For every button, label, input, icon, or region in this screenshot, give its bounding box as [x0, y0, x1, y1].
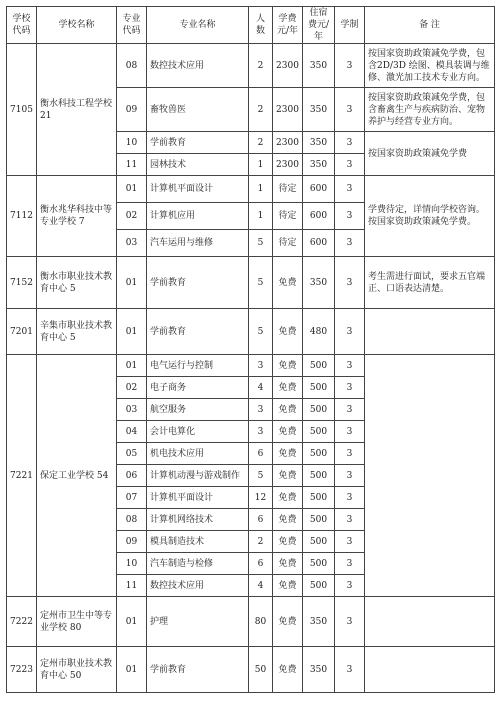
major-code: 01 [117, 597, 147, 647]
major-tuition: 免费 [273, 575, 303, 597]
school-code: 7222 [7, 597, 37, 647]
major-years: 3 [335, 465, 365, 487]
major-code: 03 [117, 399, 147, 421]
school-code: 7112 [7, 176, 37, 257]
major-name: 护理 [147, 597, 249, 647]
major-dorm: 500 [303, 443, 335, 465]
major-name: 电子商务 [147, 377, 249, 399]
major-count: 2 [249, 44, 273, 88]
major-dorm: 500 [303, 553, 335, 575]
major-name: 学前教育 [147, 257, 249, 309]
major-code: 01 [117, 647, 147, 693]
major-note [365, 647, 495, 693]
table-row [7, 176, 495, 203]
school-name: 定州市卫生中等专业学校 80 [37, 597, 117, 647]
school-name: 保定工业学校 54 [37, 355, 117, 597]
table-row [7, 257, 495, 309]
major-count: 2 [249, 88, 273, 132]
major-note: 考生需进行面试，要求五官端正、口语表达清楚。 [365, 257, 495, 309]
school-name: 辛集市职业技术教育中心 5 [37, 309, 117, 355]
table-row [7, 44, 495, 88]
major-code: 01 [117, 176, 147, 203]
major-count: 2 [249, 531, 273, 553]
header-years: 学制 [335, 7, 365, 44]
major-note: 按国家资助政策减免学费，包含畜禽生产与疾病防治、宠物养护与经营专业方向。 [365, 88, 495, 132]
major-count: 3 [249, 421, 273, 443]
major-dorm: 500 [303, 487, 335, 509]
major-tuition: 免费 [273, 309, 303, 355]
major-years: 3 [335, 88, 365, 132]
major-dorm: 500 [303, 421, 335, 443]
major-code: 11 [117, 154, 147, 176]
major-dorm: 500 [303, 355, 335, 377]
major-tuition: 免费 [273, 487, 303, 509]
major-code: 04 [117, 421, 147, 443]
header-major-name: 专业名称 [147, 7, 249, 44]
major-dorm: 480 [303, 309, 335, 355]
school-code: 7152 [7, 257, 37, 309]
major-years: 3 [335, 176, 365, 203]
major-tuition: 免费 [273, 257, 303, 309]
major-dorm: 500 [303, 509, 335, 531]
major-code: 08 [117, 509, 147, 531]
major-years: 3 [335, 309, 365, 355]
major-code: 11 [117, 575, 147, 597]
enrollment-table [6, 6, 495, 693]
major-count: 5 [249, 309, 273, 355]
major-dorm: 500 [303, 377, 335, 399]
major-count: 4 [249, 377, 273, 399]
school-name: 衡水兆华科技中等专业学校 7 [37, 176, 117, 257]
major-tuition: 待定 [273, 203, 303, 230]
major-tuition: 待定 [273, 230, 303, 257]
major-tuition: 免费 [273, 509, 303, 531]
major-code: 08 [117, 44, 147, 88]
header-note: 备 注 [365, 7, 495, 44]
table-row [7, 355, 495, 377]
major-name: 计算机平面设计 [147, 176, 249, 203]
major-years: 3 [335, 377, 365, 399]
major-count: 4 [249, 575, 273, 597]
header-school-name: 学校名称 [37, 7, 117, 44]
major-tuition: 免费 [273, 531, 303, 553]
major-count: 1 [249, 176, 273, 203]
major-count: 5 [249, 230, 273, 257]
major-code: 02 [117, 203, 147, 230]
major-tuition: 2300 [273, 154, 303, 176]
major-dorm: 350 [303, 132, 335, 154]
school-name: 衡水市职业技术教育中心 5 [37, 257, 117, 309]
major-years: 3 [335, 553, 365, 575]
major-tuition: 免费 [273, 465, 303, 487]
major-count: 1 [249, 203, 273, 230]
school-name: 定州市职业技术教育中心 50 [37, 647, 117, 693]
major-dorm: 350 [303, 44, 335, 88]
major-name: 畜牧兽医 [147, 88, 249, 132]
major-code: 06 [117, 465, 147, 487]
major-note: 按国家资助政策减免学费，包含2D/3D 绘图、模具装调与维修、激光加工技术专业方向。 [365, 44, 495, 88]
major-name: 计算机应用 [147, 203, 249, 230]
header-major-code: 专业代码 [117, 7, 147, 44]
school-code: 7221 [7, 355, 37, 597]
major-dorm: 500 [303, 575, 335, 597]
major-years: 3 [335, 531, 365, 553]
major-count: 1 [249, 154, 273, 176]
school-code: 7201 [7, 309, 37, 355]
major-code: 03 [117, 230, 147, 257]
table-row [7, 597, 495, 647]
major-name: 学前教育 [147, 647, 249, 693]
major-years: 3 [335, 355, 365, 377]
major-dorm: 350 [303, 257, 335, 309]
major-years: 3 [335, 257, 365, 309]
major-name: 计算机平面设计 [147, 487, 249, 509]
major-name: 学前教育 [147, 132, 249, 154]
major-tuition: 2300 [273, 132, 303, 154]
major-count: 2 [249, 132, 273, 154]
major-years: 3 [335, 647, 365, 693]
major-code: 01 [117, 355, 147, 377]
major-code: 10 [117, 132, 147, 154]
major-name: 数控技术应用 [147, 575, 249, 597]
major-count: 6 [249, 553, 273, 575]
major-dorm: 600 [303, 203, 335, 230]
major-name: 计算机网络技术 [147, 509, 249, 531]
major-tuition: 免费 [273, 597, 303, 647]
header-tuition: 学费元/年 [273, 7, 303, 44]
major-note [365, 309, 495, 355]
major-years: 3 [335, 443, 365, 465]
major-dorm: 350 [303, 647, 335, 693]
major-tuition: 免费 [273, 647, 303, 693]
major-code: 10 [117, 553, 147, 575]
major-tuition: 免费 [273, 443, 303, 465]
school-code: 7105 [7, 44, 37, 176]
table-row [7, 647, 495, 693]
major-code: 01 [117, 257, 147, 309]
major-tuition: 免费 [273, 421, 303, 443]
major-years: 3 [335, 203, 365, 230]
major-code: 05 [117, 443, 147, 465]
major-name: 电气运行与控制 [147, 355, 249, 377]
major-name: 模具制造技术 [147, 531, 249, 553]
major-count: 3 [249, 399, 273, 421]
major-tuition: 2300 [273, 44, 303, 88]
major-code: 02 [117, 377, 147, 399]
major-dorm: 350 [303, 88, 335, 132]
major-code: 09 [117, 88, 147, 132]
school-code: 7223 [7, 647, 37, 693]
major-dorm: 500 [303, 531, 335, 553]
major-code: 09 [117, 531, 147, 553]
major-name: 园林技术 [147, 154, 249, 176]
major-tuition: 2300 [273, 88, 303, 132]
major-count: 6 [249, 509, 273, 531]
major-count: 6 [249, 443, 273, 465]
major-dorm: 350 [303, 597, 335, 647]
major-years: 3 [335, 132, 365, 154]
major-dorm: 600 [303, 176, 335, 203]
major-name: 汽车制造与检修 [147, 553, 249, 575]
major-note [365, 355, 495, 597]
major-years: 3 [335, 44, 365, 88]
major-count: 5 [249, 465, 273, 487]
major-name: 学前教育 [147, 309, 249, 355]
major-note: 学费待定，详情向学校咨询。按国家资助政策减免学费。 [365, 176, 495, 257]
header-count: 人数 [249, 7, 273, 44]
major-dorm: 500 [303, 465, 335, 487]
major-code: 07 [117, 487, 147, 509]
major-code: 01 [117, 309, 147, 355]
major-note: 按国家资助政策减免学费 [365, 132, 495, 176]
major-years: 3 [335, 575, 365, 597]
major-count: 12 [249, 487, 273, 509]
school-name: 衡水科技工程学校 21 [37, 44, 117, 176]
major-dorm: 500 [303, 399, 335, 421]
major-name: 汽车运用与维修 [147, 230, 249, 257]
major-name: 计算机动漫与游戏制作 [147, 465, 249, 487]
major-years: 3 [335, 399, 365, 421]
major-tuition: 待定 [273, 176, 303, 203]
table-row [7, 309, 495, 355]
major-years: 3 [335, 509, 365, 531]
major-tuition: 免费 [273, 553, 303, 575]
major-years: 3 [335, 230, 365, 257]
major-tuition: 免费 [273, 377, 303, 399]
major-count: 50 [249, 647, 273, 693]
major-count: 5 [249, 257, 273, 309]
major-name: 数控技术应用 [147, 44, 249, 88]
major-years: 3 [335, 487, 365, 509]
major-tuition: 免费 [273, 355, 303, 377]
header-dorm: 住宿费元/年 [303, 7, 335, 44]
header-school-code: 学校代码 [7, 7, 37, 44]
header-row [7, 7, 495, 44]
major-dorm: 350 [303, 154, 335, 176]
major-count: 80 [249, 597, 273, 647]
major-count: 3 [249, 355, 273, 377]
major-tuition: 免费 [273, 399, 303, 421]
major-name: 机电技术应用 [147, 443, 249, 465]
major-name: 航空服务 [147, 399, 249, 421]
major-note [365, 597, 495, 647]
major-years: 3 [335, 597, 365, 647]
major-dorm: 600 [303, 230, 335, 257]
major-years: 3 [335, 421, 365, 443]
major-years: 3 [335, 154, 365, 176]
major-name: 会计电算化 [147, 421, 249, 443]
